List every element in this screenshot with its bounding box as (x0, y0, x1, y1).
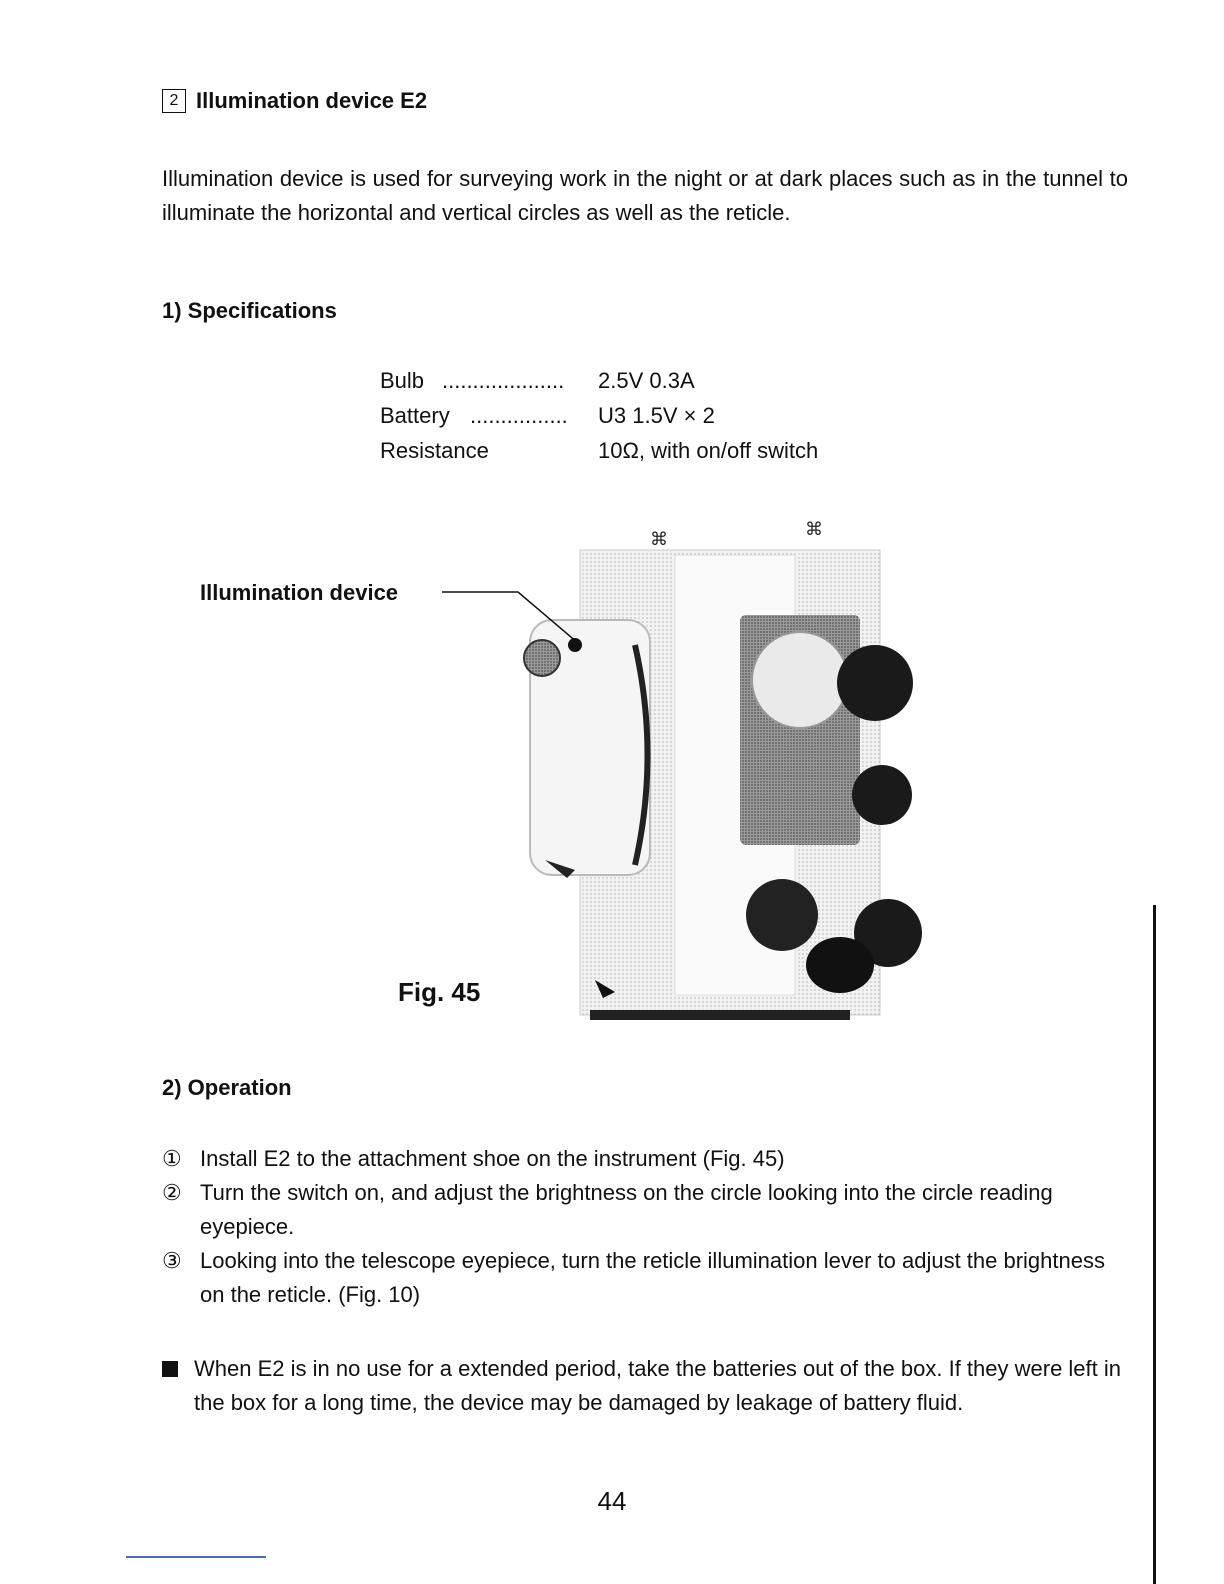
spec-label: Battery (380, 403, 450, 428)
spec-label: Resistance (380, 438, 489, 463)
spec-leader: .................... (442, 368, 565, 393)
spec-label: Bulb (380, 368, 425, 393)
top-mark: ⌘ (805, 519, 823, 539)
step-text: Install E2 to the attachment shoe on the instrument (Fig. 45) (200, 1146, 785, 1171)
step-number: ③ (162, 1248, 182, 1273)
bullet-square-icon (162, 1361, 178, 1377)
operation-steps (162, 1142, 1132, 1312)
step-text: Turn the switch on, and adjust the brightness on the circle looking into the circle reading eyepiece. (200, 1180, 1053, 1239)
right-edge-rule (1153, 905, 1156, 1584)
list-item (162, 1244, 1132, 1312)
caution-note (162, 1352, 1132, 1420)
specifications-heading: 1) Specifications (162, 298, 337, 323)
list-item (162, 1176, 1132, 1244)
bottom-rule (126, 1556, 266, 1558)
list-item (162, 1142, 1132, 1176)
top-mark: ⌘ (650, 529, 668, 549)
figure-caption: Fig. 45 (398, 977, 481, 1007)
spec-value: 10Ω, with on/off switch (598, 438, 819, 463)
operation-heading: 2) Operation (162, 1075, 292, 1100)
instrument-illustration (430, 505, 950, 1025)
step-text: Looking into the telescope eyepiece, turn the reticle illumination lever to adjust the brightness on the reticle. (Fig. 10) (200, 1248, 1105, 1307)
step-number: ② (162, 1180, 182, 1205)
spec-value: U3 1.5V × 2 (598, 403, 715, 428)
page-number: 44 (597, 1486, 627, 1516)
spec-table (0, 368, 1224, 478)
spec-value: 2.5V 0.3A (598, 368, 695, 393)
step-number: ① (162, 1146, 182, 1171)
note-text: When E2 is in no use for a extended period, take the batteries out of the box. If they were left in the box for a long time, the device may be damaged by leakage of battery fluid. (194, 1356, 1121, 1415)
section-heading (162, 88, 427, 114)
section-title: Illumination device E2 (196, 88, 428, 113)
spec-leader: ................ (470, 403, 568, 428)
callout-leader-line (440, 585, 590, 655)
callout-label: Illumination device (200, 580, 399, 605)
section-number: 2 (162, 89, 186, 113)
intro-paragraph: Illumination device is used for surveying work in the night or at dark places such as in the tunnel to illuminate the horizontal and vertical circles as well as the reticle. (162, 166, 1128, 225)
